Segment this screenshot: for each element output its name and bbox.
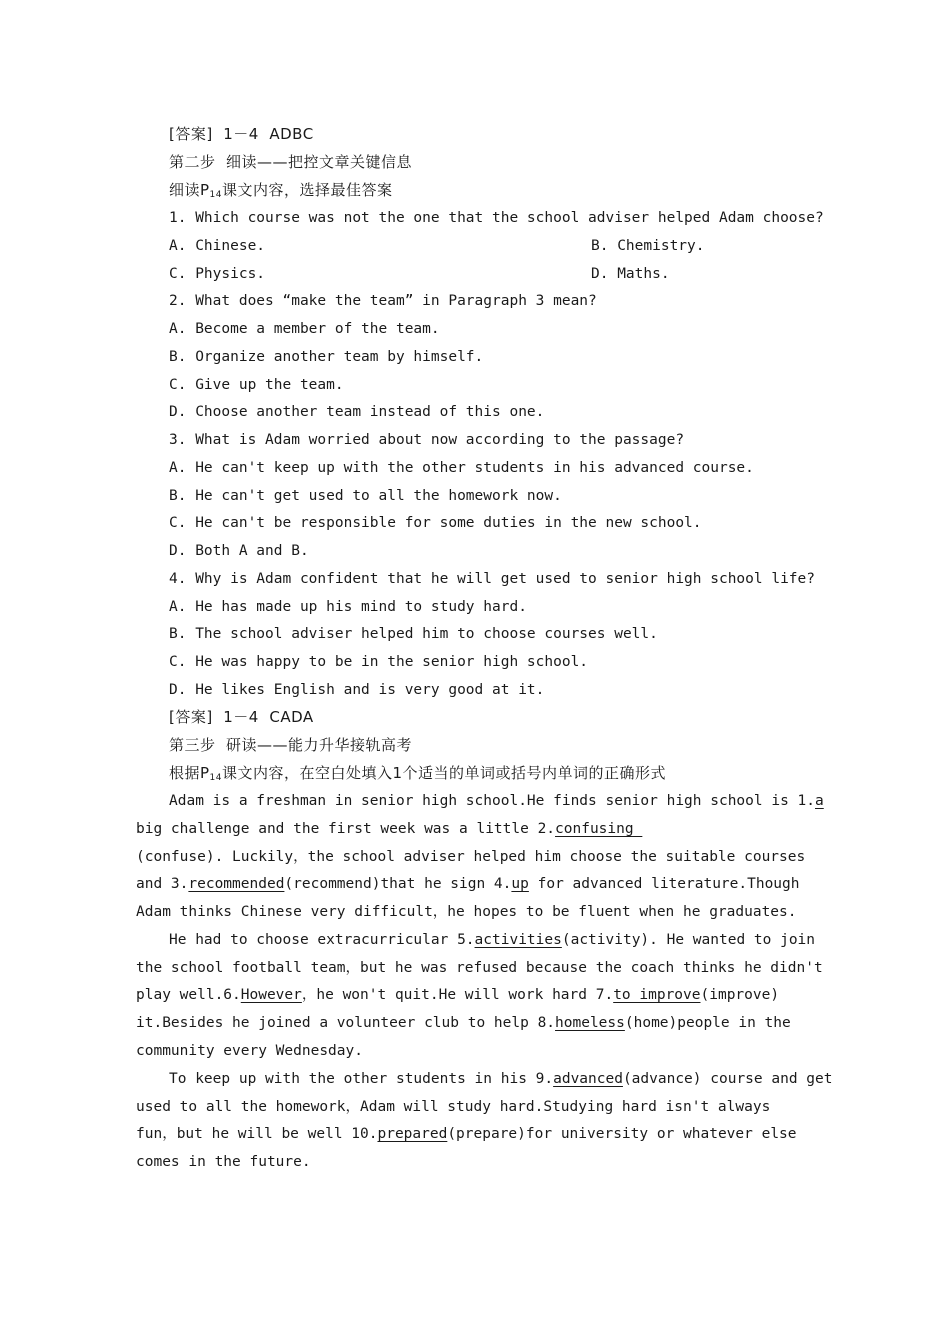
blank-answer-1: a bbox=[815, 793, 824, 809]
blank-answer-8: homeless bbox=[555, 1015, 625, 1031]
passage-line bbox=[169, 791, 824, 813]
passage-text: (home)people in the bbox=[624, 1015, 791, 1031]
instruction-2 bbox=[169, 763, 666, 785]
passage-text: fun，but he will be well 10. bbox=[136, 1126, 378, 1142]
passage-line: comes in the future. bbox=[136, 1154, 311, 1170]
q1-option-b: B. Chemistry. bbox=[591, 238, 705, 254]
passage-line bbox=[136, 819, 642, 841]
passage-text: Adam is a freshman in senior high school.He finds senior high school is 1. bbox=[169, 793, 816, 809]
passage-text: it.Besides he joined a volunteer club to help 8. bbox=[136, 1015, 556, 1031]
passage-line: used to all the homework，Adam will study hard.Studying hard isn't always bbox=[136, 1099, 771, 1115]
q4-option-d: D. He likes English and is very good at it. bbox=[169, 682, 545, 698]
q2-option-a: A. Become a member of the team. bbox=[169, 321, 440, 337]
instruction-2-pre: 根据P bbox=[169, 764, 210, 782]
q3-option-c: C. He can't be responsible for some duties in the new school. bbox=[169, 515, 702, 531]
blank-answer-2: confusing bbox=[555, 821, 643, 837]
q4-option-a: A. He has made up his mind to study hard. bbox=[169, 599, 527, 615]
instruction-1 bbox=[169, 180, 393, 202]
blank-answer-3: recommended bbox=[188, 876, 285, 892]
q1-option-d: D. Maths. bbox=[591, 266, 670, 282]
passage-text: He had to choose extracurricular 5. bbox=[169, 932, 475, 948]
passage-text: (activity). He wanted to join bbox=[561, 932, 816, 948]
q2-option-b: B. Organize another team by himself. bbox=[169, 349, 484, 365]
q1-option-a: A. Chinese. bbox=[169, 238, 266, 254]
blank-answer-5: activities bbox=[474, 932, 562, 948]
passage-line: Adam thinks Chinese very difficult，he hopes to be fluent when he graduates. bbox=[136, 904, 797, 920]
instruction-1-sub: 14 bbox=[209, 190, 222, 200]
answer-line-1: [答案] 1－4 ADBC bbox=[169, 125, 314, 143]
blank-answer-7: to improve bbox=[613, 987, 701, 1003]
instruction-2-post: 课文内容，在空白处填入1个适当的单词或括号内单词的正确形式 bbox=[222, 764, 667, 782]
question-2: 2. What does “make the team” in Paragraph 3 mean? bbox=[169, 293, 597, 309]
q1-options-row-1 bbox=[169, 236, 705, 258]
question-3: 3. What is Adam worried about now according to the passage? bbox=[169, 432, 685, 448]
passage-text: (improve) bbox=[700, 987, 780, 1003]
q2-option-d: D. Choose another team instead of this one. bbox=[169, 404, 545, 420]
q4-option-c: C. He was happy to be in the senior high school. bbox=[169, 654, 589, 670]
passage-line bbox=[169, 1069, 832, 1091]
passage-text: (recommend)that he sign 4. bbox=[284, 876, 512, 892]
passage-line bbox=[136, 874, 800, 896]
passage-text: (prepare)for university or whatever else bbox=[447, 1126, 797, 1142]
passage-text: for advanced literature.Though bbox=[528, 876, 800, 892]
answer-line-2: [答案] 1－4 CADA bbox=[169, 708, 314, 726]
passage-line bbox=[136, 1124, 797, 1146]
instruction-1-post: 课文内容，选择最佳答案 bbox=[222, 181, 393, 199]
q3-option-b: B. He can't get used to all the homework now. bbox=[169, 488, 562, 504]
passage-line bbox=[136, 985, 779, 1007]
blank-answer-4: up bbox=[511, 876, 529, 892]
q4-option-b: B. The school adviser helped him to choose courses well. bbox=[169, 626, 658, 642]
passage-line: community every Wednesday. bbox=[136, 1043, 363, 1059]
instruction-1-pre: 细读P bbox=[169, 181, 210, 199]
passage-line: (confuse). Luckily，the school adviser helped him choose the suitable courses bbox=[136, 849, 806, 865]
question-1: 1. Which course was not the one that the school adviser helped Adam choose? bbox=[169, 210, 824, 226]
q1-option-c: C. Physics. bbox=[169, 266, 266, 282]
step-three-title: 第三步 研读——能力升华接轨高考 bbox=[169, 736, 413, 754]
q1-options-row-2 bbox=[169, 264, 670, 286]
blank-answer-9: advanced bbox=[553, 1071, 623, 1087]
blank-answer-6: However bbox=[240, 987, 302, 1003]
q3-option-a: A. He can't keep up with the other students in his advanced course. bbox=[169, 460, 754, 476]
passage-text: play well.6. bbox=[136, 987, 241, 1003]
passage-text: big challenge and the first week was a little 2. bbox=[136, 821, 556, 837]
passage-line bbox=[136, 1013, 791, 1035]
q2-option-c: C. Give up the team. bbox=[169, 377, 344, 393]
passage-text: ，he won't quit.He will work hard 7. bbox=[301, 987, 614, 1003]
instruction-2-sub: 14 bbox=[209, 773, 222, 783]
passage-line bbox=[169, 930, 815, 952]
blank-answer-10: prepared bbox=[377, 1126, 448, 1142]
passage-text: (advance) course and get bbox=[622, 1071, 833, 1087]
step-two-title: 第二步 细读——把控文章关键信息 bbox=[169, 153, 413, 171]
question-4: 4. Why is Adam confident that he will get used to senior high school life? bbox=[169, 571, 816, 587]
passage-text: To keep up with the other students in his 9. bbox=[169, 1071, 554, 1087]
q3-option-d: D. Both A and B. bbox=[169, 543, 309, 559]
passage-text: and 3. bbox=[136, 876, 189, 892]
passage-line: the school football team，but he was refused because the coach thinks he didn't bbox=[136, 960, 823, 976]
